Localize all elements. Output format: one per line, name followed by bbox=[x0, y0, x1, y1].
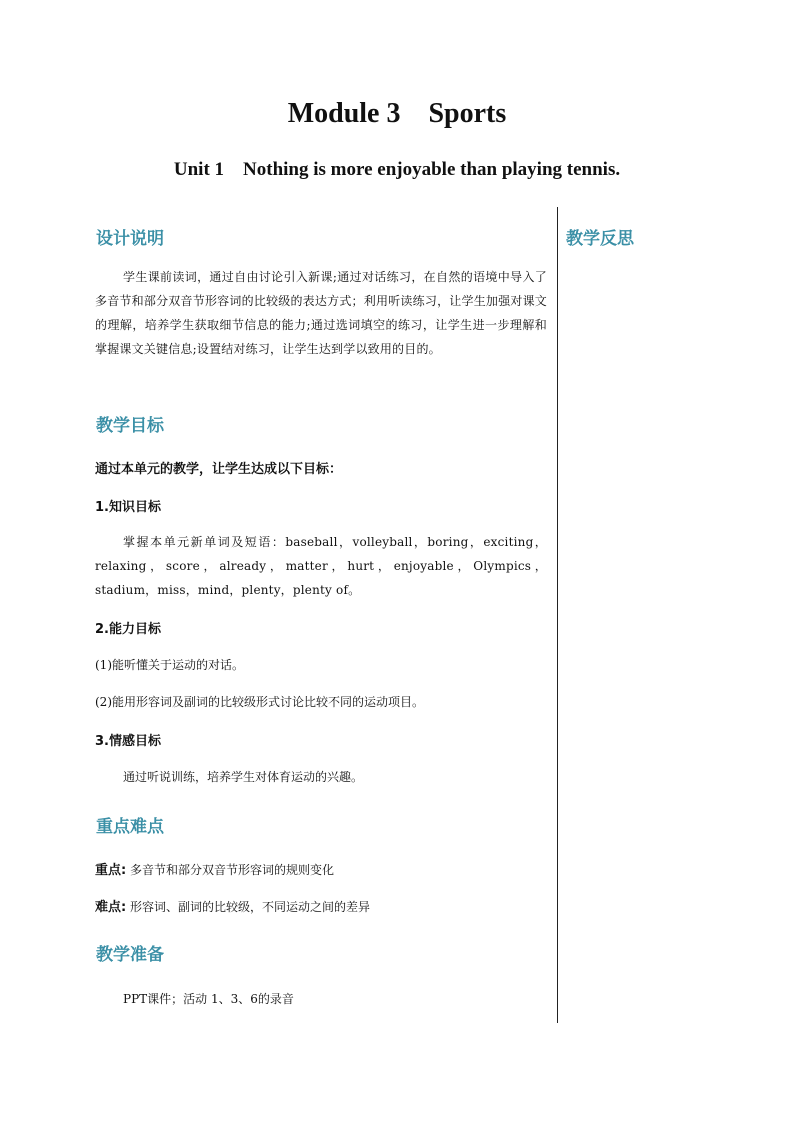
preparation-heading: 教学准备 bbox=[96, 945, 164, 965]
reflection-heading: 教学反思 bbox=[566, 229, 634, 249]
difficulty-label: 难点: bbox=[95, 900, 127, 915]
knowledge-title: 1.知识目标 bbox=[95, 500, 161, 515]
emotion-title: 3.情感目标 bbox=[95, 734, 161, 749]
preparation-text: PPT课件；活动 1、3、6的录音 bbox=[123, 992, 294, 1006]
key-points-heading: 重点难点 bbox=[96, 817, 164, 837]
difficulty-text: 形容词、副词的比较级，不同运动之间的差异 bbox=[130, 900, 371, 914]
focus-label: 重点: bbox=[95, 863, 127, 878]
objectives-intro: 通过本单元的教学，让学生达成以下目标： bbox=[95, 462, 343, 477]
objectives-heading: 教学目标 bbox=[96, 416, 164, 436]
design-heading: 设计说明 bbox=[96, 229, 164, 249]
difficulty-line bbox=[95, 896, 370, 915]
column-divider bbox=[557, 207, 558, 1023]
focus-line bbox=[95, 859, 334, 878]
knowledge-paragraph: 掌握本单元新单词及短语：baseball，volleyball，boring，exciting，relaxing，score，already，matter，hurt，enjoyable，Olympics，stadium，miss，mind，plenty，plenty of。 bbox=[95, 535, 547, 597]
unit-subtitle: Unit 1 Nothing is more enjoyable than playing tennis. bbox=[173, 159, 621, 180]
emotion-text: 通过听说训练，培养学生对体育运动的兴趣。 bbox=[123, 770, 364, 784]
focus-text: 多音节和部分双音节形容词的规则变化 bbox=[130, 863, 335, 877]
ability-title: 2.能力目标 bbox=[95, 622, 161, 637]
design-paragraph: 学生课前读词，通过自由讨论引入新课;通过对话练习，在自然的语境中导入了多音节和部分双音节形容词的比较级的表达方式；利用听读练习，让学生加强对课文的理解，培养学生获取细节信息的能力;通过选词填空的练习，让学生进一步理解和掌握课文关键信息;设置结对练习，让学生达到学以致用的目的。 bbox=[95, 270, 547, 356]
ability-item-2: (2)能用形容词及副词的比较级形式讨论比较不同的运动项目。 bbox=[95, 695, 425, 709]
page-title: Module 3 Sports bbox=[287, 98, 507, 129]
ability-item-1: (1)能听懂关于运动的对话。 bbox=[95, 658, 244, 672]
